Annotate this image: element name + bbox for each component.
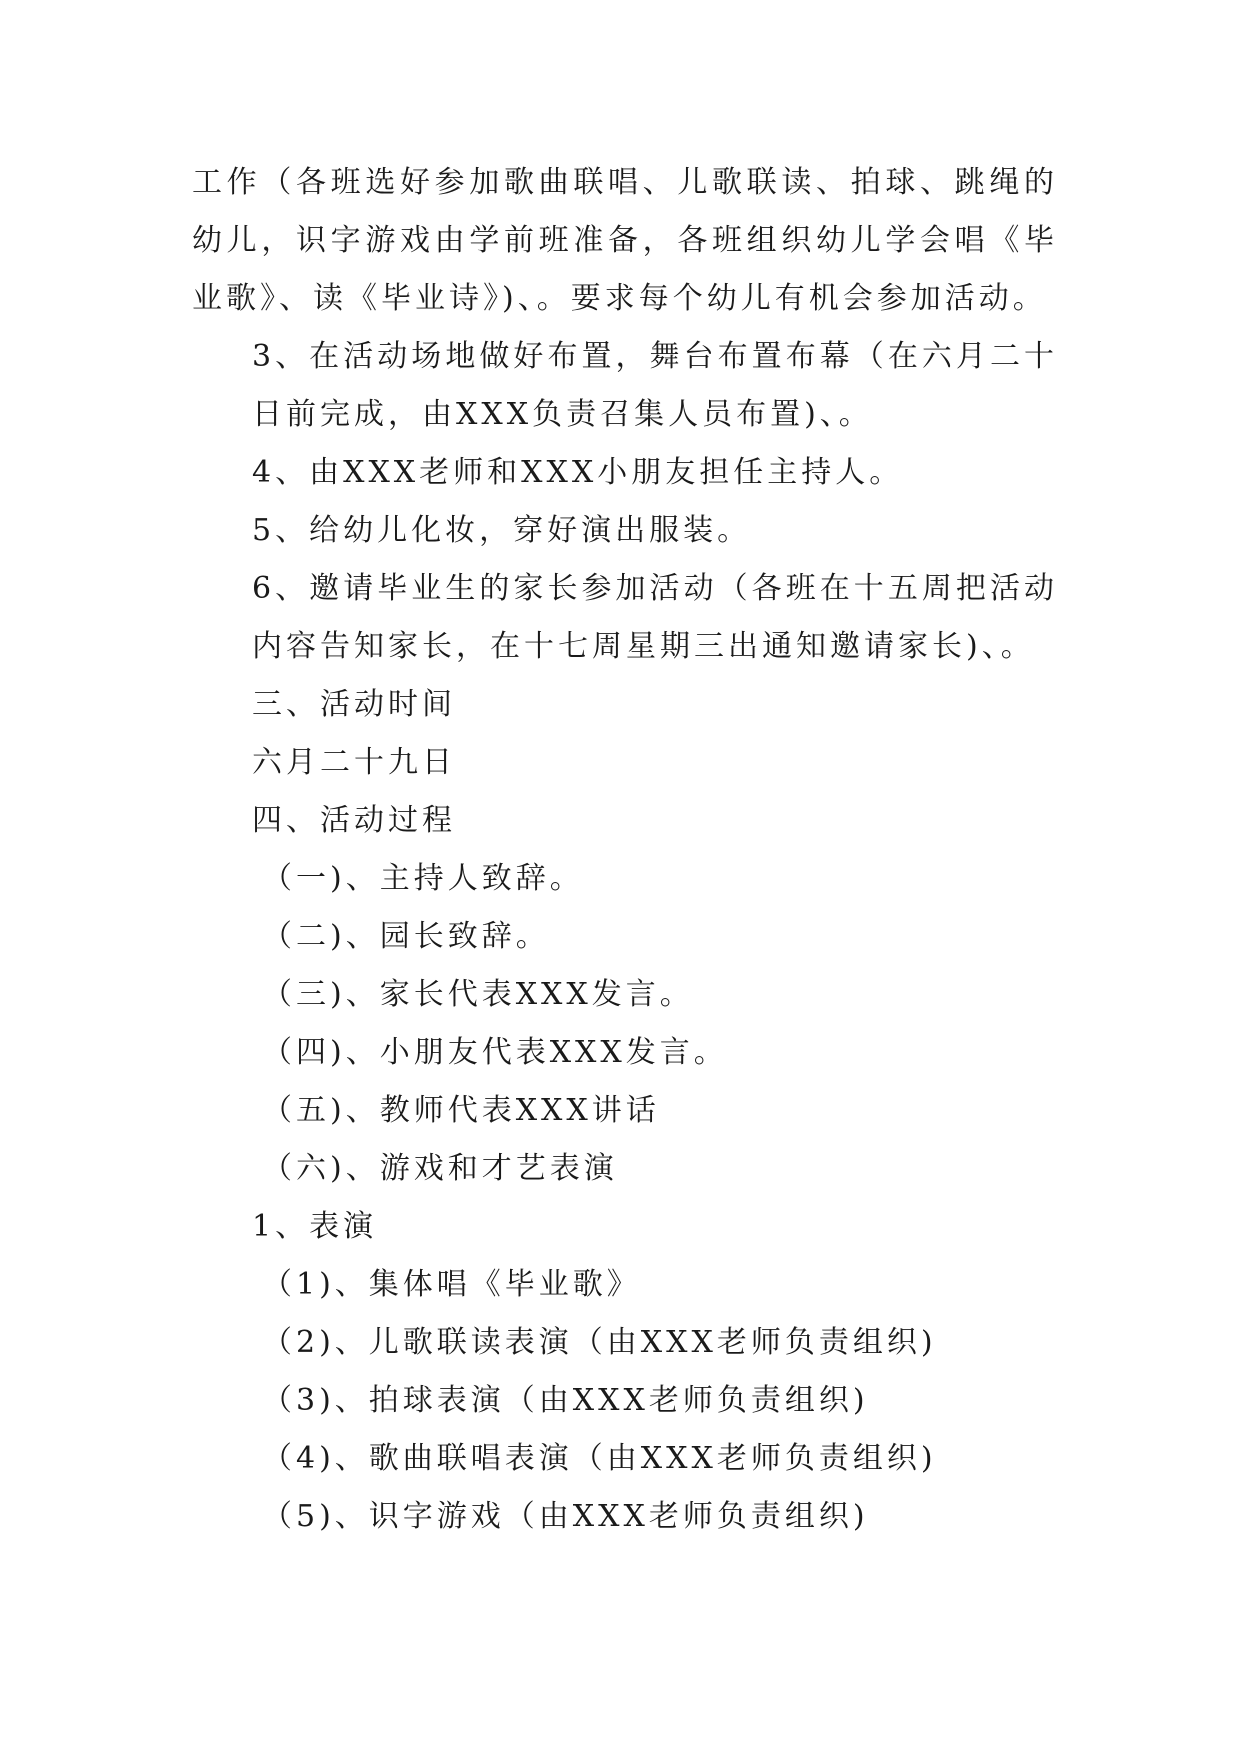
- process-step-2: （二)、园长致辞。: [262, 919, 550, 954]
- process-step-6: （六)、游戏和才艺表演: [262, 1151, 618, 1186]
- performance-item-5: （5)、识字游戏（由XXX老师负责组织): [262, 1499, 869, 1534]
- performance-item-3: （3)、拍球表演（由XXX老师负责组织): [262, 1383, 869, 1418]
- paragraph-item-4: 4、由XXX老师和XXX小朋友担任主持人。: [252, 455, 904, 490]
- process-step-1: （一)、主持人致辞。: [262, 861, 584, 896]
- document-body: [192, 154, 1058, 1546]
- subsection-performance: 1、表演: [252, 1209, 378, 1244]
- section-heading-activity-process: 四、活动过程: [252, 803, 456, 838]
- process-step-5: （五)、教师代表XXX讲话: [262, 1093, 660, 1128]
- paragraph-item-6: 6、邀请毕业生的家长参加活动（各班在十五周把活动内容告知家长，在十七周星期三出通知邀请家长)、。: [252, 571, 1058, 664]
- paragraph-item-3: 3、在活动场地做好布置，舞台布置布幕（在六月二十日前完成，由XXX负责召集人员布置)、。: [252, 339, 1058, 432]
- paragraph-preparation-work: 工作（各班选好参加歌曲联唱、儿歌联读、拍球、跳绳的幼儿，识字游戏由学前班准备，各班组织幼儿学会唱《毕业歌》、读《毕业诗》)、。要求每个幼儿有机会参加活动。: [192, 165, 1058, 316]
- process-step-4: （四)、小朋友代表XXX发言。: [262, 1035, 728, 1070]
- paragraph-item-5: 5、给幼儿化妆，穿好演出服装。: [252, 513, 752, 548]
- performance-item-2: （2)、儿歌联读表演（由XXX老师负责组织): [262, 1325, 937, 1360]
- section-heading-activity-time: 三、活动时间: [252, 687, 456, 722]
- performance-item-4: （4)、歌曲联唱表演（由XXX老师负责组织): [262, 1441, 937, 1476]
- process-step-3: （三)、家长代表XXX发言。: [262, 977, 694, 1012]
- performance-item-1: （1)、集体唱《毕业歌》: [262, 1267, 641, 1302]
- activity-date: 六月二十九日: [252, 745, 456, 780]
